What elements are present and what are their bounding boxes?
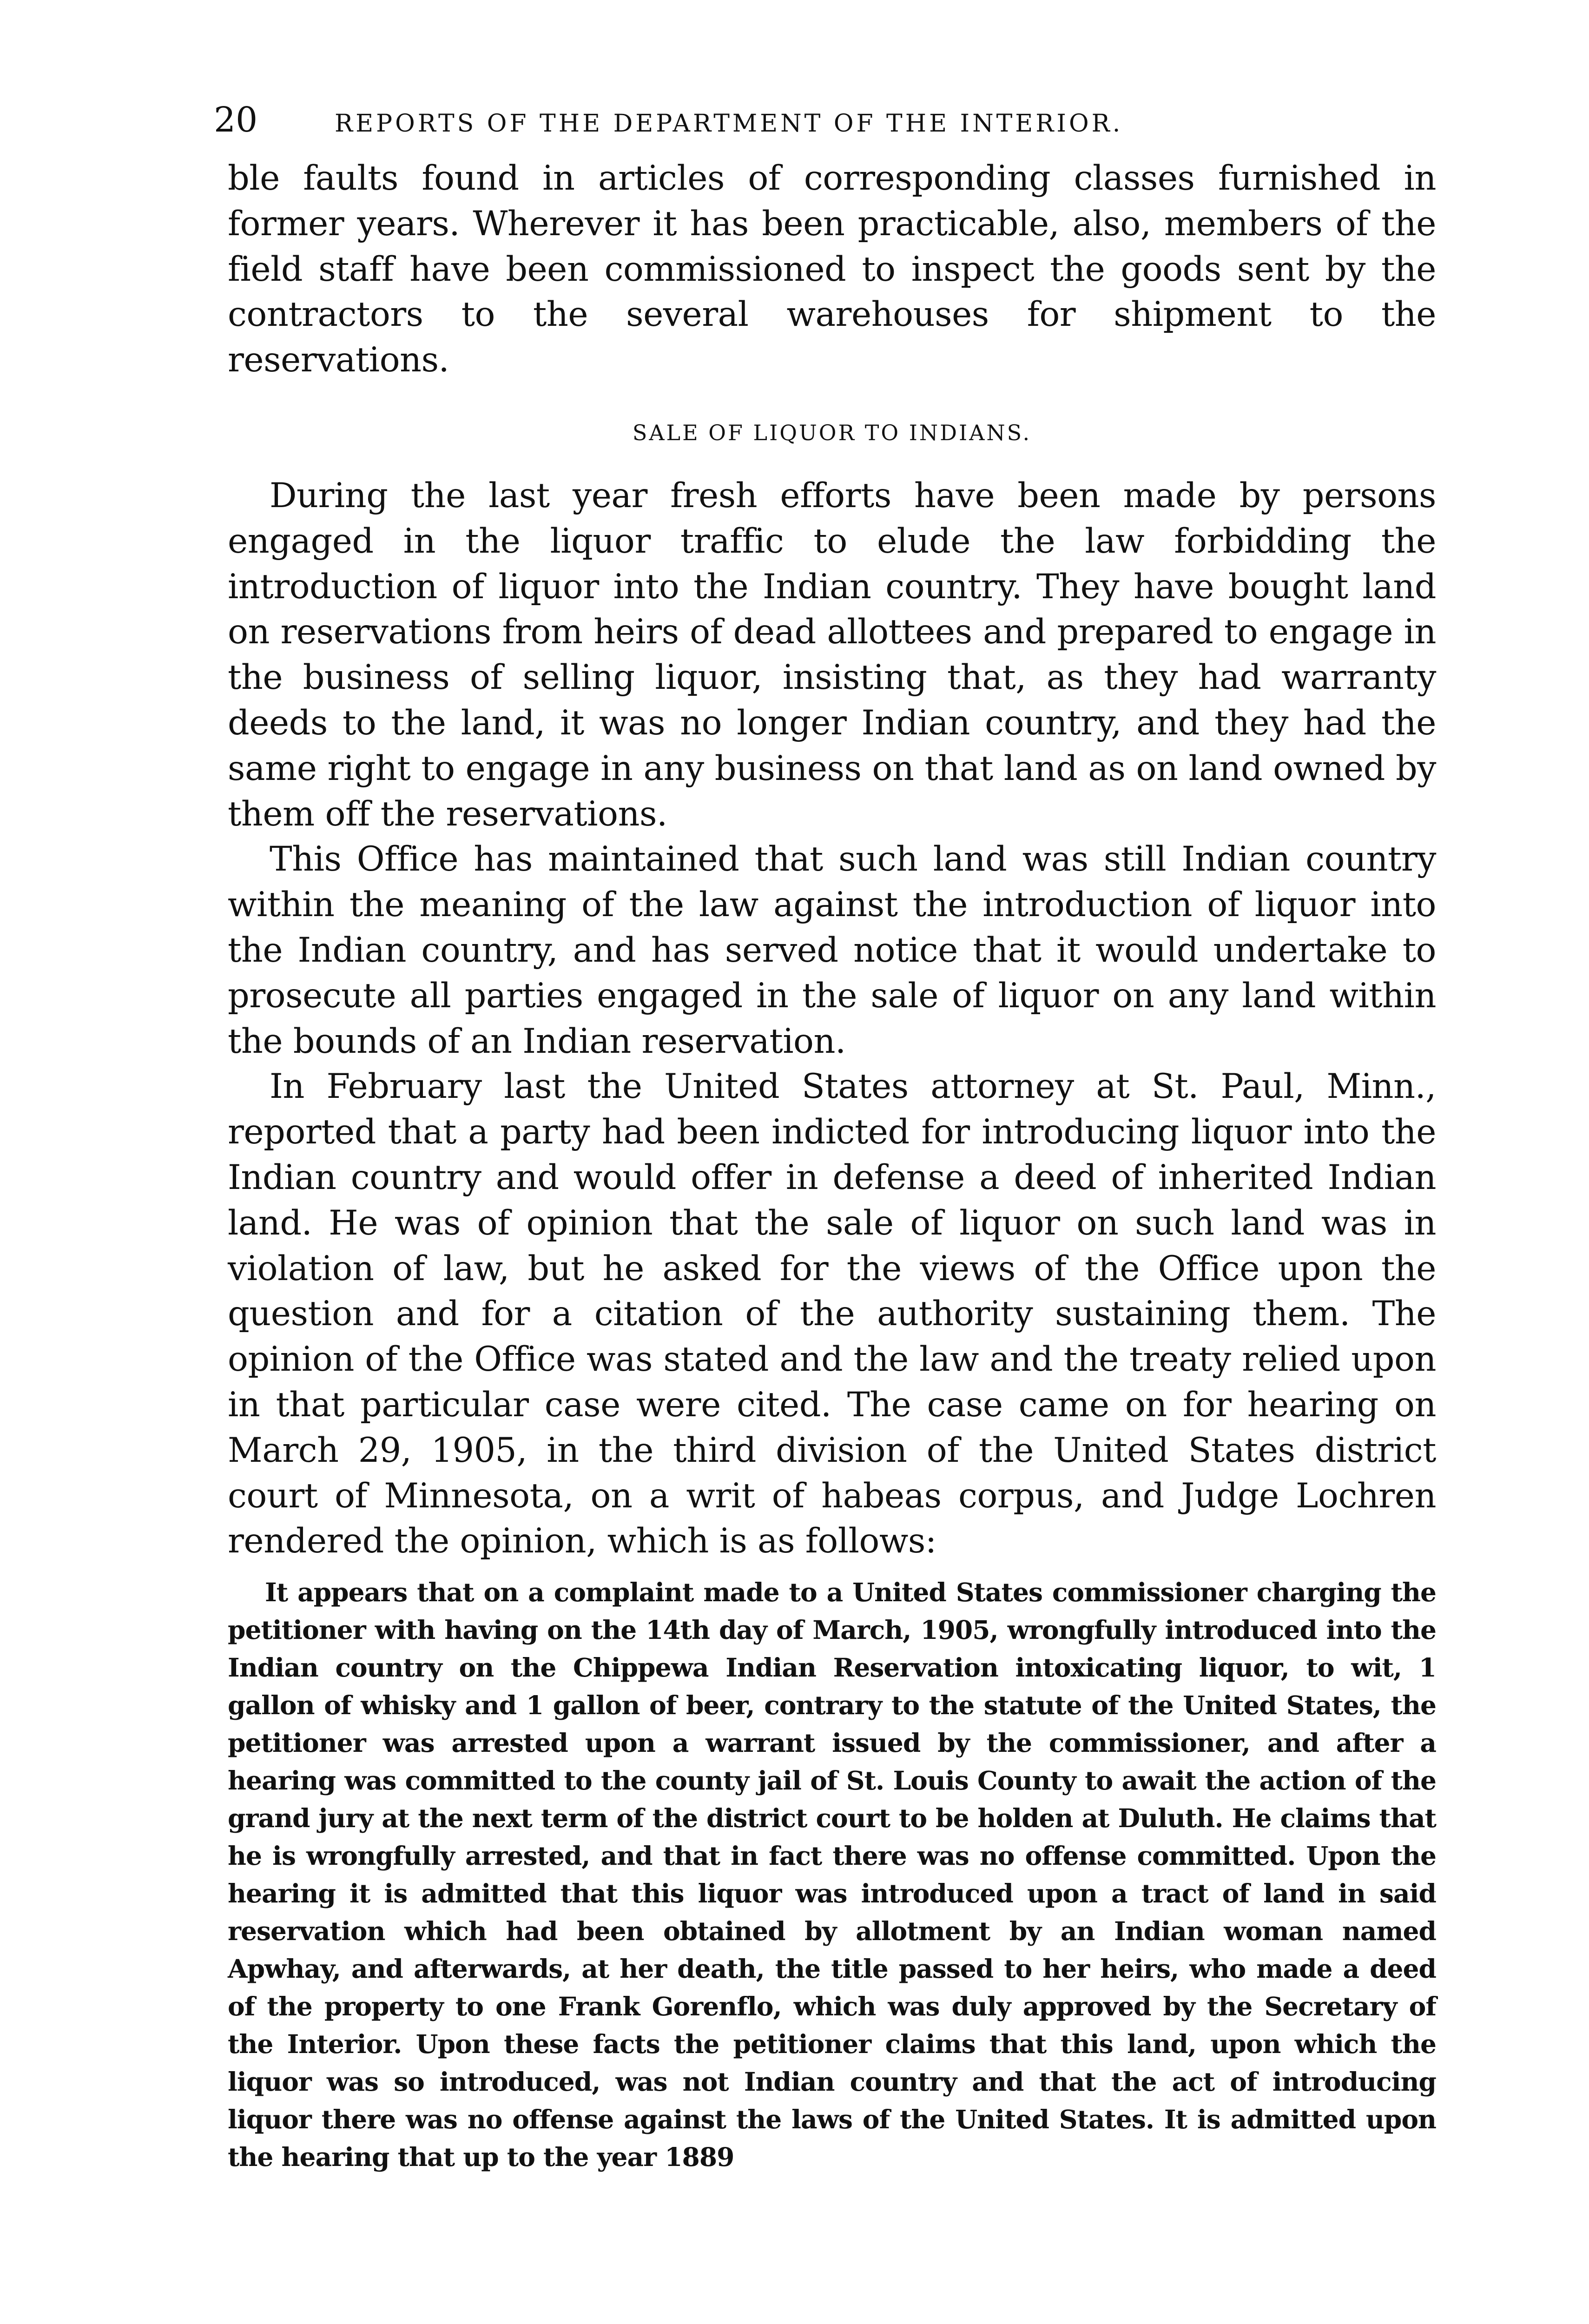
paragraph-continuation: ble faults found in articles of corresponding classes furnished in former years. Wherever it has been practicable, also, members of the field staff have been commissioned to inspect the goods sent by the contractors to the several warehouses for shipment to the reservations. (228, 158, 1436, 380)
quoted-opinion: It appears that on a complaint made to a United States commissioner charging the petitioner with having on the 14th day of March, 1905, wrongfully introduced into the Indian country on the Chippewa Indian Reservation intoxicating liquor, to wit, 1 gallon of whisky and 1 gallon of beer, contrary to the statute of the United States, the petitioner was arrested upon a warrant issued by the commissioner, and after a hearing was committed to the county jail of St. Louis County to await the action of the grand jury at the next term of the district court to be holden at Duluth. He claims that he is wrongfully arrested, and that in fact there was no offense committed. Upon the hearing it is admitted that this liquor was introduced upon a tract of land in said reservation which had been obtained by allotment by an Indian woman named Apwhay, and afterwards, at her death, the title passed to her heirs, who made a deed of the property to one Frank Gorenflo, which was duly approved by the Secretary of the Interior. Upon these facts the petitioner claims that this land, upon which the liquor was so introduced, was not Indian country and that the act of introducing liquor there was no offense against the laws of the United States. It is admitted upon the hearing that up to the year 1889 (228, 1577, 1436, 2172)
paragraph-liquor-traffic: During the last year fresh efforts have been made by persons engaged in the liquor traffic to elude the law forbidding the introduction of liquor into the Indian country. They have bought land on reservations from heirs of dead allottees and prepared to engage in the business of selling liquor, insisting that, as they had warranty deeds to the land, it was no longer Indian country, and they had the same right to engage in any business on that land as on land owned by them off the reservations. (228, 475, 1436, 834)
section-heading: SALE OF LIQUOR TO INDIANS. (632, 420, 1032, 445)
running-head (214, 100, 1436, 142)
paragraph-court-case: In February last the United States attorney at St. Paul, Minn., reported that a party had been indicted for introducing liquor into the Indian country and would offer in defense a deed of inherited Indian land. He was of opinion that the sale of liquor on such land was in violation of law, but he asked for the views of the Office upon the question and for a citation of the authority sustaining them. The opinion of the Office was stated and the law and the treaty relied upon in that particular case were cited. The case came on for hearing on March 29, 1905, in the third division of the United States district court of Minnesota, on a writ of habeas corpus, and Judge Lochren rendered the opinion, which is as follows: (228, 1067, 1436, 1561)
page-number: 20 (214, 100, 258, 140)
document-page (214, 100, 1436, 2176)
paragraph-office-position: This Office has maintained that such land was still Indian country within the meaning of the law against the introduction of liquor into the Indian country, and has served notice that it would undertake to prosecute all parties engaged in the sale of liquor on any land within the bounds of an Indian reservation. (228, 839, 1436, 1061)
header-title: REPORTS OF THE DEPARTMENT OF THE INTERIOR. (335, 110, 1123, 138)
